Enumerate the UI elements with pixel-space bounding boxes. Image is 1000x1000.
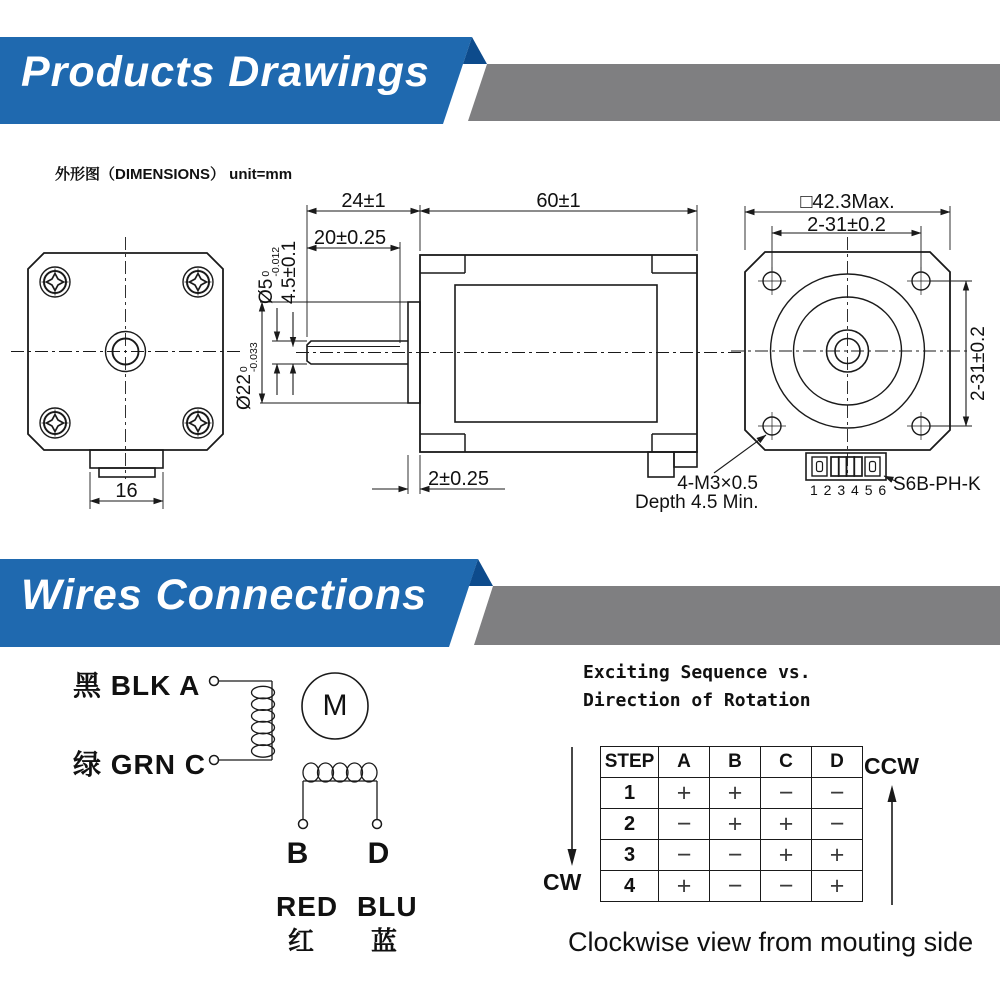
- phase-bd-coil: [303, 763, 377, 820]
- dim-connector-width: 16: [115, 480, 138, 502]
- table-row: [601, 871, 863, 902]
- banner-ribbon-gray: [468, 64, 1000, 121]
- polarity-cell: −: [761, 871, 812, 902]
- polarity-cell: −: [659, 809, 710, 840]
- polarity-cell: −: [710, 840, 761, 871]
- wiring-diagram: [210, 673, 382, 829]
- column-header: B: [710, 747, 761, 778]
- label-ccw: CCW: [864, 753, 919, 779]
- sequence-title-line2: Direction of Rotation: [583, 690, 811, 711]
- polarity-cell: −: [659, 840, 710, 871]
- dim-shaft-tolerance: 0 -0.012: [260, 246, 282, 277]
- ccw-arrowhead-icon: [888, 785, 897, 802]
- label-thread-depth: Depth 4.5 Min.: [635, 492, 759, 513]
- dim-boss-diameter: [234, 342, 262, 410]
- front-view-drawing: [11, 237, 243, 509]
- dimensions-note: 外形图（DIMENSIONS） unit=mm: [55, 166, 293, 183]
- dim-hole-spacing-vertical: 2-31±0.2: [968, 326, 989, 401]
- label-connector-model: S6B-PH-K: [893, 474, 981, 495]
- polarity-cell: +: [761, 809, 812, 840]
- dim-hole-spacing-horizontal: 2-31±0.2: [807, 214, 886, 236]
- dim-shaft-diameter-value: Ø5: [256, 278, 277, 304]
- label-red-wire: RED: [276, 891, 339, 922]
- column-header: STEP: [601, 747, 659, 778]
- step-cell: 4: [601, 871, 659, 902]
- section-title-wires-connections: Wires Connections: [21, 571, 428, 619]
- sequence-title-line1: Exciting Sequence vs.: [583, 662, 811, 683]
- rear-connector: [806, 453, 886, 480]
- polarity-cell: +: [812, 871, 863, 902]
- dim-flat-length: 20±0.25: [313, 227, 387, 249]
- polarity-cell: −: [761, 778, 812, 809]
- sequence-table: [600, 746, 863, 902]
- label-lead-a: 黑 BLK A: [73, 670, 201, 701]
- label-terminal-d: D: [367, 837, 391, 870]
- label-lead-c: 绿 GRN C: [73, 749, 207, 780]
- polarity-cell: −: [812, 778, 863, 809]
- dim-body-length: 60±1: [536, 190, 581, 212]
- polarity-cell: +: [659, 778, 710, 809]
- column-header: C: [761, 747, 812, 778]
- label-cw: CW: [543, 869, 582, 895]
- label-blu-wire-cn: 蓝: [371, 926, 398, 956]
- dim-shaft-length: 24±1: [341, 190, 386, 212]
- dim-boss-diameter-value: Ø22: [234, 374, 255, 410]
- column-header: A: [659, 747, 710, 778]
- banner-ribbon-gray: [474, 586, 1000, 645]
- rear-view-drawing: [731, 206, 972, 483]
- step-cell: 1: [601, 778, 659, 809]
- polarity-cell: +: [812, 840, 863, 871]
- dim-flat-height: 4.5±0.1: [279, 240, 300, 304]
- polarity-cell: +: [710, 809, 761, 840]
- step-cell: 2: [601, 809, 659, 840]
- column-header: D: [812, 747, 863, 778]
- dim-boss-protrusion: 2±0.25: [428, 468, 490, 490]
- label-mounting-thread: 4-M3×0.5: [677, 473, 758, 494]
- cw-arrowhead-icon: [568, 849, 577, 866]
- polarity-cell: −: [812, 809, 863, 840]
- table-header-row: [601, 747, 863, 778]
- connector-pin-numbers: 1 2 3 4 5 6: [810, 482, 888, 498]
- label-red-wire-cn: 红: [288, 926, 315, 956]
- label-terminal-b: B: [286, 837, 310, 870]
- page-title-products-drawings: Products Drawings: [21, 48, 430, 96]
- polarity-cell: +: [710, 778, 761, 809]
- polarity-cell: +: [761, 840, 812, 871]
- polarity-cell: −: [710, 871, 761, 902]
- table-row: [601, 778, 863, 809]
- sequence-footnote: Clockwise view from mouting side: [568, 927, 974, 957]
- polarity-cell: +: [659, 871, 710, 902]
- label-blu-wire: BLU: [357, 891, 418, 922]
- table-row: [601, 840, 863, 871]
- table-row: [601, 809, 863, 840]
- step-cell: 3: [601, 840, 659, 871]
- label-motor: M: [322, 689, 348, 722]
- dim-frame-size: □42.3Max.: [800, 191, 895, 213]
- phase-ac-coil: [252, 686, 275, 757]
- dim-boss-tolerance: 0 -0.033: [238, 342, 260, 373]
